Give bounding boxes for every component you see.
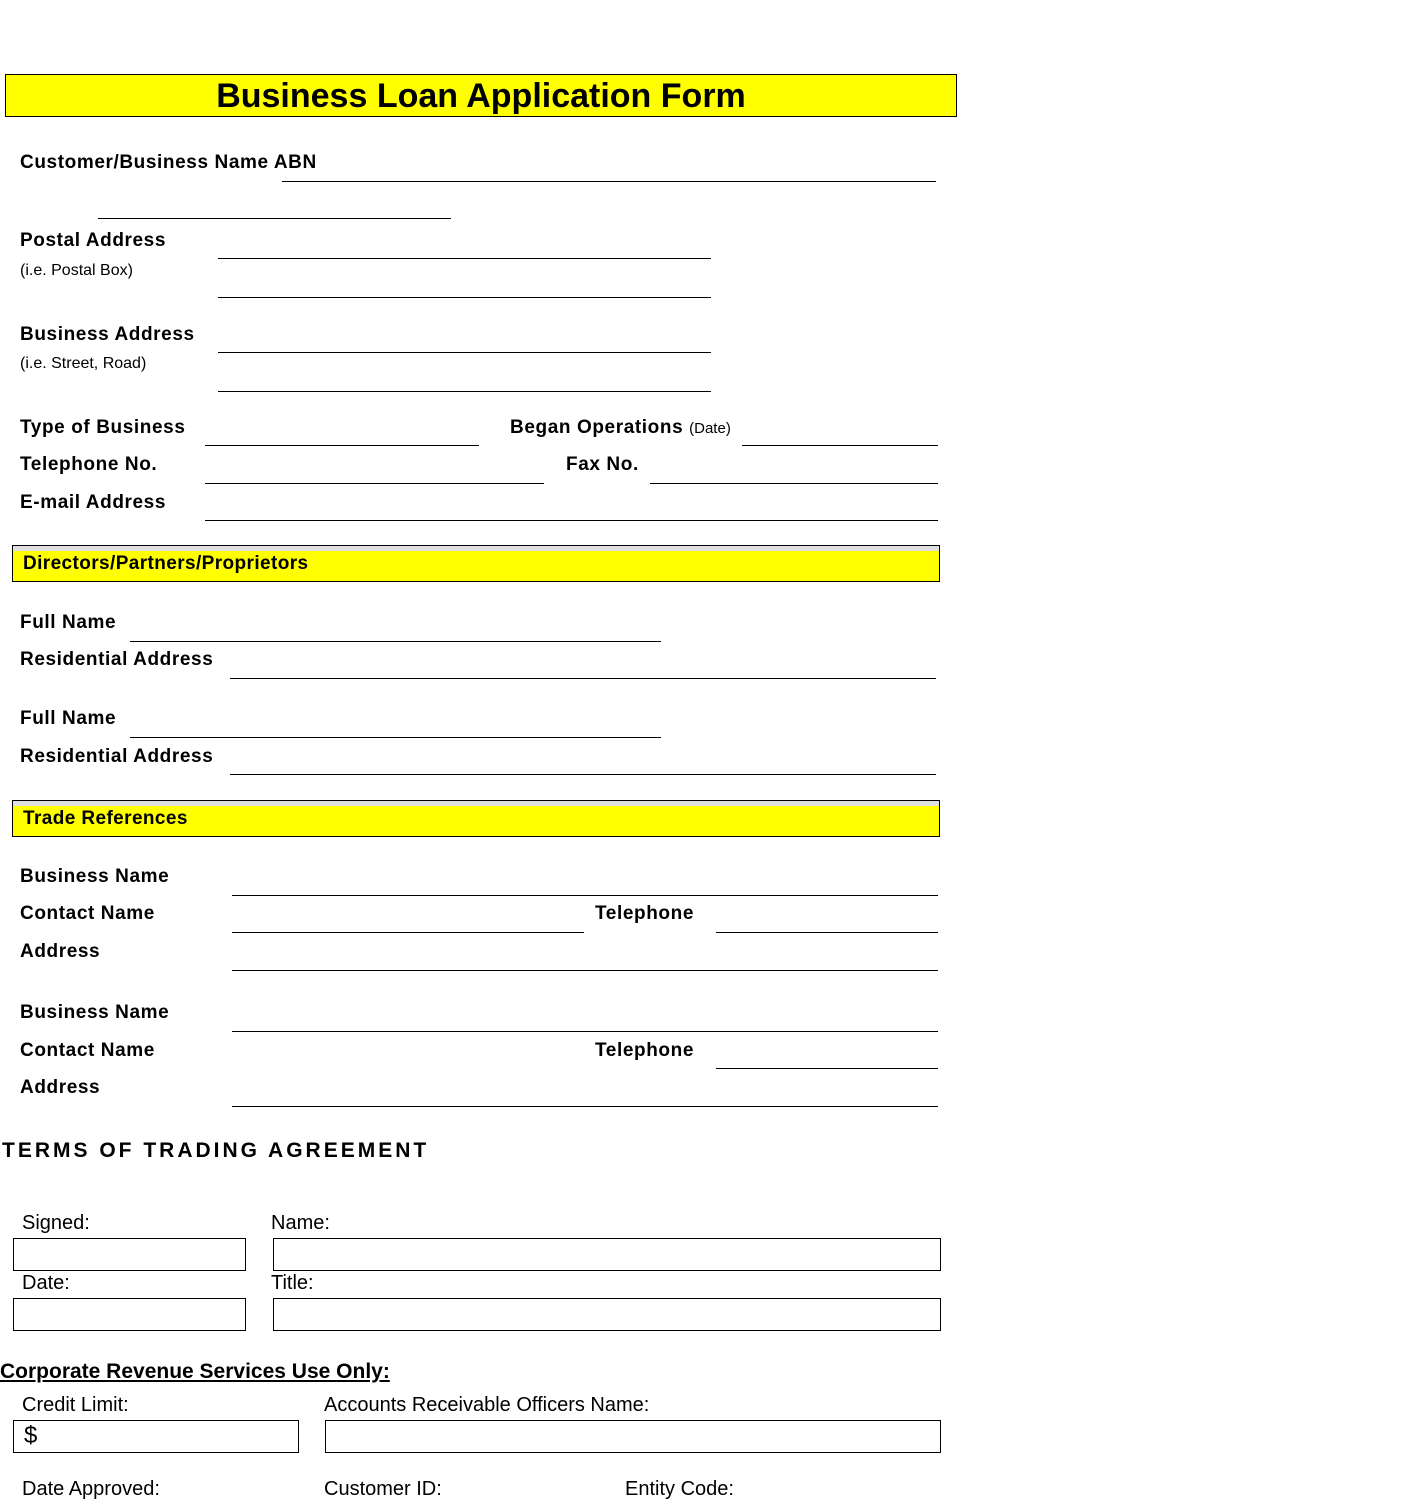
- credit-limit-label: Credit Limit:: [22, 1394, 129, 1416]
- fax-label: Fax No.: [566, 454, 639, 475]
- form-title-bar: [5, 74, 957, 117]
- directors-section-header: [12, 545, 940, 582]
- ref-2-telephone-label: Telephone: [595, 1040, 694, 1061]
- ref-1-address-label: Address: [20, 941, 101, 962]
- name-label: Name:: [271, 1212, 330, 1234]
- ref-2-business-name-label: Business Name: [20, 1002, 170, 1023]
- ref-1-telephone-field[interactable]: [716, 932, 938, 933]
- email-field[interactable]: [205, 520, 938, 521]
- customer-name-field[interactable]: [282, 181, 936, 182]
- date-approved-label: Date Approved:: [22, 1478, 160, 1500]
- type-of-business-field[interactable]: [205, 445, 479, 446]
- customer-name-label: Customer/Business Name ABN: [20, 152, 317, 173]
- director-2-residential-field[interactable]: [230, 774, 936, 775]
- corporate-heading: Corporate Revenue Services Use Only:: [0, 1360, 390, 1383]
- signed-label: Signed:: [22, 1212, 90, 1234]
- began-operations-field[interactable]: [742, 445, 938, 446]
- ref-1-business-name-field[interactable]: [232, 895, 938, 896]
- postal-address-label: Postal Address: [20, 230, 167, 251]
- credit-limit-input[interactable]: [13, 1420, 299, 1453]
- date-label: Date:: [22, 1272, 70, 1294]
- ref-1-contact-name-field[interactable]: [232, 932, 584, 933]
- director-1-residential-field[interactable]: [230, 678, 936, 679]
- director-2-residential-label: Residential Address: [20, 746, 214, 767]
- name-input[interactable]: [273, 1238, 941, 1271]
- ref-2-address-field[interactable]: [232, 1106, 938, 1107]
- ref-2-contact-name-label: Contact Name: [20, 1040, 155, 1061]
- business-address-field-2[interactable]: [218, 391, 711, 392]
- customer-id-label: Customer ID:: [324, 1478, 442, 1500]
- directors-section-title: Directors/Partners/Proprietors: [23, 553, 309, 574]
- trade-references-section-header: [12, 800, 940, 837]
- postal-address-hint: (i.e. Postal Box): [20, 262, 133, 279]
- ref-1-business-name-label: Business Name: [20, 866, 170, 887]
- title-label: Title:: [271, 1272, 314, 1294]
- ar-officer-label: Accounts Receivable Officers Name:: [324, 1394, 650, 1416]
- date-input[interactable]: [13, 1298, 246, 1331]
- ar-officer-input[interactable]: [325, 1420, 941, 1453]
- dollar-prefix: $: [24, 1422, 38, 1449]
- business-address-hint: (i.e. Street, Road): [20, 355, 147, 372]
- fax-field[interactable]: [650, 483, 938, 484]
- director-1-full-name-field[interactable]: [130, 641, 661, 642]
- postal-address-field-2[interactable]: [218, 297, 711, 298]
- ref-2-telephone-field[interactable]: [716, 1068, 938, 1069]
- trade-references-section-title: Trade References: [23, 808, 188, 829]
- type-of-business-label: Type of Business: [20, 417, 186, 438]
- entity-code-label: Entity Code:: [625, 1478, 734, 1500]
- ref-1-address-field[interactable]: [232, 970, 938, 971]
- business-address-field-1[interactable]: [218, 352, 711, 353]
- title-input[interactable]: [273, 1298, 941, 1331]
- form-title: Business Loan Application Form: [216, 77, 746, 115]
- began-operations-hint: (Date): [689, 420, 731, 437]
- began-operations-label: Began Operations (Date): [510, 417, 731, 438]
- signed-input[interactable]: [13, 1238, 246, 1271]
- director-2-full-name-field[interactable]: [130, 737, 661, 738]
- ref-1-contact-name-label: Contact Name: [20, 903, 155, 924]
- email-label: E-mail Address: [20, 492, 167, 513]
- business-address-label: Business Address: [20, 324, 195, 345]
- postal-address-field-1[interactable]: [218, 258, 711, 259]
- director-1-residential-label: Residential Address: [20, 649, 214, 670]
- ref-1-telephone-label: Telephone: [595, 903, 694, 924]
- telephone-label: Telephone No.: [20, 454, 158, 475]
- abn-field[interactable]: [98, 218, 451, 219]
- ref-2-business-name-field[interactable]: [232, 1031, 938, 1032]
- telephone-field[interactable]: [205, 483, 544, 484]
- director-2-full-name-label: Full Name: [20, 708, 117, 729]
- ref-2-address-label: Address: [20, 1077, 101, 1098]
- director-1-full-name-label: Full Name: [20, 612, 117, 633]
- terms-heading: TERMS OF TRADING AGREEMENT: [2, 1139, 430, 1162]
